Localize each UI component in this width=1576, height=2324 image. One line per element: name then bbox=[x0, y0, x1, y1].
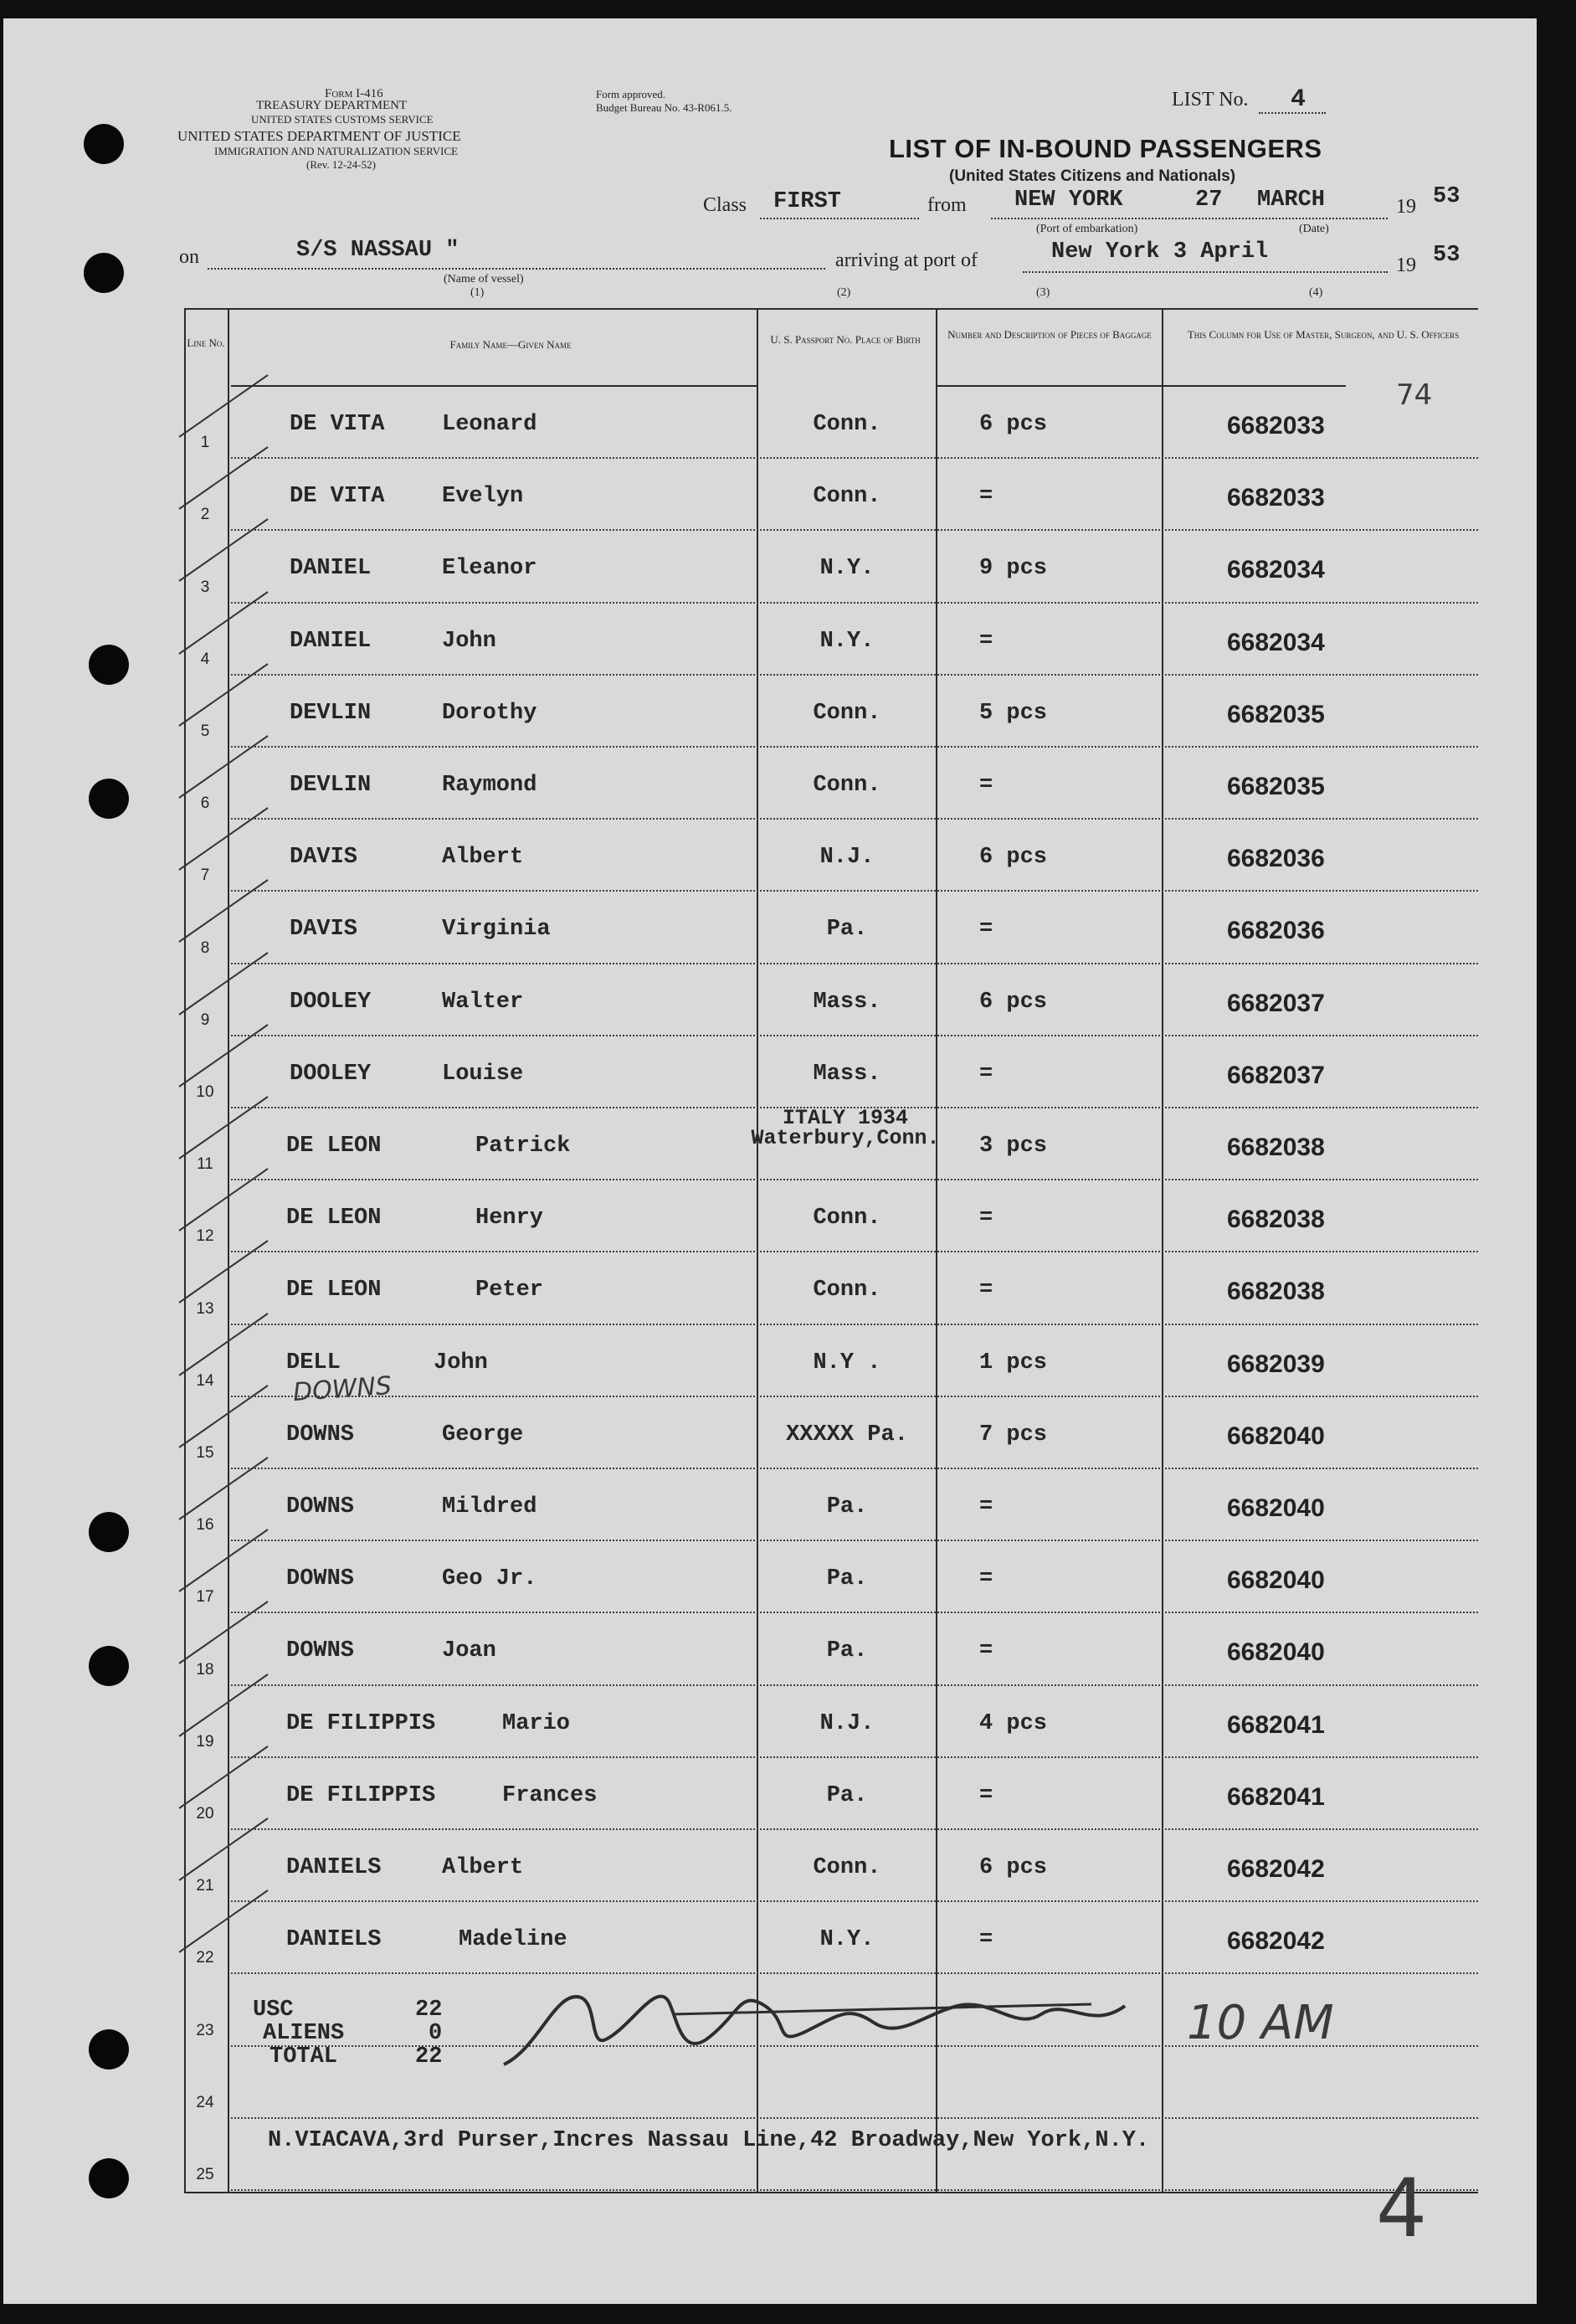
table-row bbox=[184, 1541, 1478, 1613]
table-row bbox=[184, 531, 1478, 603]
line-number: 17 bbox=[196, 1588, 214, 1607]
table-row bbox=[184, 459, 1478, 531]
customs-service: UNITED STATES CUSTOMS SERVICE bbox=[251, 113, 434, 126]
class-value: FIRST bbox=[773, 189, 842, 214]
usc-label: USC bbox=[253, 1998, 294, 2023]
given-name: Geo Jr. bbox=[442, 1566, 537, 1592]
place-of-birth: Conn. bbox=[813, 1278, 881, 1303]
total-label: TOTAL bbox=[270, 2044, 338, 2069]
table-row bbox=[184, 892, 1478, 964]
port-of-embarkation: NEW YORK bbox=[1014, 188, 1123, 213]
family-name: DOWNS bbox=[286, 1422, 355, 1447]
table-row bbox=[184, 387, 1478, 459]
given-name: Mildred bbox=[442, 1494, 537, 1519]
given-name: Henry bbox=[475, 1206, 544, 1231]
officer-number: 6682041 bbox=[1227, 1782, 1325, 1811]
line-number: 9 bbox=[200, 1010, 210, 1029]
check-mark-icon bbox=[176, 1452, 276, 1528]
baggage-count: = bbox=[979, 628, 993, 654]
line-number: 19 bbox=[196, 1732, 214, 1751]
given-name: Peter bbox=[475, 1278, 544, 1303]
table-row bbox=[184, 1686, 1478, 1758]
page-subtitle: (United States Citizens and Nationals) bbox=[949, 167, 1236, 185]
place-of-birth: Pa. bbox=[826, 1566, 868, 1592]
given-name: Virginia bbox=[442, 917, 551, 943]
form-number: Form I-416 bbox=[325, 87, 383, 100]
table-row bbox=[184, 1830, 1478, 1902]
check-mark-icon bbox=[176, 1236, 276, 1311]
baggage-count: = bbox=[979, 917, 993, 943]
place-of-birth: Mass. bbox=[813, 989, 881, 1015]
place-of-birth: Pa. bbox=[826, 917, 868, 943]
aliens-count: 0 bbox=[429, 2021, 443, 2046]
embark-day: 27 bbox=[1195, 188, 1223, 213]
check-mark-icon bbox=[176, 1885, 276, 1961]
baggage-count: = bbox=[979, 484, 993, 510]
handwritten-correction: DOWNS bbox=[291, 1370, 393, 1408]
family-name: DOWNS bbox=[286, 1494, 355, 1519]
page-mark: 4 bbox=[1376, 2162, 1428, 2255]
check-mark-icon bbox=[176, 514, 276, 589]
line-number: 12 bbox=[196, 1227, 214, 1246]
place-of-birth: Mass. bbox=[813, 1061, 881, 1087]
binder-hole bbox=[89, 645, 129, 685]
purser-line: N.VIACAVA,3rd Purser,Incres Nassau Line,42 Broadway,New York,N.Y. bbox=[268, 2128, 1150, 2153]
officer-number: 6682035 bbox=[1227, 773, 1325, 800]
place-of-birth: Conn. bbox=[813, 1855, 881, 1880]
officer-number: 6682040 bbox=[1227, 1422, 1325, 1450]
baggage-count: = bbox=[979, 773, 993, 798]
check-mark-icon bbox=[176, 731, 276, 806]
officer-number: 6682040 bbox=[1227, 1494, 1325, 1522]
baggage-count: 1 pcs bbox=[979, 1350, 1048, 1375]
table-row bbox=[184, 1397, 1478, 1469]
place-of-birth: N.Y . bbox=[813, 1350, 881, 1375]
officers-header: This Column for Use of Master, Surgeon, and U. S. Officers bbox=[1187, 328, 1460, 341]
place-of-birth: Conn. bbox=[813, 484, 881, 510]
table-row bbox=[184, 820, 1478, 892]
family-name: DE FILIPPIS bbox=[286, 1782, 436, 1808]
officer-number: 6682040 bbox=[1227, 1638, 1325, 1667]
place-of-birth: Pa. bbox=[826, 1638, 868, 1664]
family-name: DE VITA bbox=[290, 412, 385, 437]
justice-department: UNITED STATES DEPARTMENT OF JUSTICE bbox=[177, 128, 461, 144]
manifest-page bbox=[3, 18, 1537, 2304]
binder-hole bbox=[84, 253, 124, 293]
line-number: 6 bbox=[200, 794, 210, 813]
family-name: DOWNS bbox=[286, 1566, 355, 1592]
line-number: 13 bbox=[196, 1299, 214, 1318]
binder-hole bbox=[89, 779, 129, 819]
place-of-birth: N.Y. bbox=[819, 1927, 875, 1953]
check-mark-icon bbox=[176, 370, 276, 445]
name-header: Family Name—Given Name bbox=[449, 338, 572, 351]
arriving-label: arriving at port of bbox=[835, 249, 978, 271]
table-row bbox=[184, 1036, 1478, 1108]
baggage-count: 5 pcs bbox=[979, 700, 1048, 726]
place-of-birth: Conn. bbox=[813, 700, 881, 726]
ins-service: IMMIGRATION AND NATURALIZATION SERVICE bbox=[214, 145, 459, 157]
place-of-birth: Pa. bbox=[826, 1782, 868, 1808]
table-row bbox=[184, 1758, 1478, 1830]
line-number: 5 bbox=[200, 722, 210, 740]
page-title: LIST OF IN-BOUND PASSENGERS bbox=[889, 134, 1322, 163]
given-name: George bbox=[442, 1422, 524, 1447]
baggage-count: 9 pcs bbox=[979, 556, 1048, 582]
form-approved: Form approved. bbox=[596, 88, 666, 100]
check-mark-icon bbox=[176, 948, 276, 1023]
baggage-count: = bbox=[979, 1927, 993, 1953]
officer-number: 6682036 bbox=[1227, 845, 1325, 873]
place-of-birth: N.J. bbox=[819, 1710, 875, 1736]
vessel-name: S/S NASSAU " bbox=[296, 238, 459, 263]
officer-number: 6682036 bbox=[1227, 917, 1325, 945]
official-signature bbox=[489, 1956, 1158, 2090]
place-of-birth: N.J. bbox=[819, 845, 875, 871]
officer-number: 6682038 bbox=[1227, 1278, 1325, 1306]
line-no-header: Line No. bbox=[187, 337, 225, 349]
line-number: 21 bbox=[196, 1877, 214, 1895]
baggage-count: = bbox=[979, 1494, 993, 1519]
officer-number: 6682034 bbox=[1227, 628, 1325, 656]
baggage-count: = bbox=[979, 1782, 993, 1808]
baggage-count: 3 pcs bbox=[979, 1134, 1048, 1159]
line-number: 20 bbox=[196, 1804, 214, 1823]
given-name: Evelyn bbox=[442, 484, 524, 510]
officer-number: 6682042 bbox=[1227, 1855, 1325, 1883]
line-number: 25 bbox=[196, 2165, 214, 2183]
binder-hole bbox=[84, 124, 124, 164]
check-mark-icon bbox=[176, 587, 276, 662]
total-count: 22 bbox=[415, 2044, 443, 2069]
family-name: DE FILIPPIS bbox=[286, 1710, 436, 1736]
check-mark-icon bbox=[176, 803, 276, 878]
given-name: Albert bbox=[442, 1855, 524, 1880]
place-of-birth: Conn. bbox=[813, 1206, 881, 1231]
family-name: DAVIS bbox=[290, 845, 358, 871]
family-name: DANIEL bbox=[290, 628, 372, 654]
check-mark-icon bbox=[176, 1524, 276, 1600]
line-number: 15 bbox=[196, 1443, 214, 1462]
baggage-count: 6 pcs bbox=[979, 412, 1048, 437]
line-number: 2 bbox=[200, 506, 210, 524]
given-name: Frances bbox=[502, 1782, 598, 1808]
place-of-birth: XXXXX Pa. bbox=[786, 1422, 908, 1447]
table-row bbox=[184, 964, 1478, 1036]
binder-hole bbox=[89, 1512, 129, 1552]
family-name: DE VITA bbox=[290, 484, 385, 510]
treasury-department: TREASURY DEPARTMENT bbox=[256, 99, 408, 112]
check-mark-icon bbox=[176, 1813, 276, 1889]
baggage-count: 6 pcs bbox=[979, 989, 1048, 1015]
year-suffix: 53 bbox=[1433, 184, 1460, 209]
line-number: 1 bbox=[200, 434, 210, 452]
passport-header: U. S. Passport No. Place of Birth bbox=[770, 333, 921, 346]
family-name: DE LEON bbox=[286, 1278, 382, 1303]
given-name: Patrick bbox=[475, 1134, 571, 1159]
line-number: 11 bbox=[197, 1155, 213, 1174]
check-mark-icon bbox=[176, 1741, 276, 1817]
passenger-table bbox=[184, 308, 1478, 2193]
check-mark-icon bbox=[176, 1164, 276, 1239]
budget-bureau: Budget Bureau No. 43-R061.5. bbox=[596, 101, 732, 114]
line-number: 22 bbox=[196, 1949, 214, 1967]
given-name: Louise bbox=[442, 1061, 524, 1087]
family-name: DAVIS bbox=[290, 917, 358, 943]
check-mark-icon bbox=[176, 1020, 276, 1095]
embark-month: MARCH bbox=[1257, 188, 1326, 213]
from-label: from bbox=[927, 194, 967, 216]
officer-number: 6682034 bbox=[1227, 556, 1325, 584]
arrival-port-date: New York 3 April bbox=[1051, 239, 1269, 265]
signature-time: 10 AM bbox=[1187, 1996, 1334, 2050]
family-name: DANIEL bbox=[290, 556, 372, 582]
col-1-marker: (1) bbox=[470, 286, 485, 299]
officer-number: 6682039 bbox=[1227, 1350, 1325, 1378]
baggage-header: Number and Description of Pieces of Baggage bbox=[947, 328, 1152, 341]
family-name: DOWNS bbox=[286, 1638, 355, 1664]
check-mark-icon bbox=[176, 1092, 276, 1167]
check-mark-icon bbox=[176, 442, 276, 517]
row-divider bbox=[231, 2189, 1478, 2191]
table-row bbox=[184, 1108, 1478, 1180]
list-number-label: LIST No. bbox=[1172, 89, 1249, 111]
baggage-count: 6 pcs bbox=[979, 1855, 1048, 1880]
given-name: Leonard bbox=[442, 412, 537, 437]
aliens-label: ALIENS bbox=[263, 2021, 345, 2046]
officer-number: 6682038 bbox=[1227, 1134, 1325, 1161]
line-number: 4 bbox=[200, 650, 210, 668]
given-name: Dorothy bbox=[442, 700, 537, 726]
binder-hole bbox=[89, 2029, 129, 2069]
baggage-count: = bbox=[979, 1638, 993, 1664]
family-name: DEVLIN bbox=[290, 700, 372, 726]
given-name: Mario bbox=[502, 1710, 571, 1736]
officer-number: 6682038 bbox=[1227, 1206, 1325, 1234]
officer-number: 6682040 bbox=[1227, 1566, 1325, 1595]
table-row bbox=[184, 748, 1478, 820]
given-name: Raymond bbox=[442, 773, 537, 798]
line-number: 14 bbox=[196, 1371, 214, 1390]
line-number: 24 bbox=[196, 2093, 214, 2111]
given-name: Eleanor bbox=[442, 556, 537, 582]
list-number: 4 bbox=[1291, 85, 1306, 114]
family-name: DE LEON bbox=[286, 1206, 382, 1231]
check-mark-icon bbox=[176, 1309, 276, 1384]
vessel-caption: (Name of vessel) bbox=[444, 273, 524, 285]
line-number: 23 bbox=[196, 2021, 214, 2039]
officer-number: 6682037 bbox=[1227, 1061, 1325, 1089]
place-of-birth: N.Y. bbox=[819, 628, 875, 654]
line-number: 18 bbox=[196, 1660, 214, 1679]
officer-number: 6682042 bbox=[1227, 1927, 1325, 1956]
revision-date: (Rev. 12-24-52) bbox=[306, 158, 376, 171]
year-prefix: 19 bbox=[1396, 196, 1416, 218]
family-name: DANIELS bbox=[286, 1855, 382, 1880]
officer-number: 6682033 bbox=[1227, 484, 1325, 512]
baggage-count: 7 pcs bbox=[979, 1422, 1048, 1447]
given-name: Madeline bbox=[459, 1927, 567, 1953]
col-2-marker: (2) bbox=[837, 286, 851, 299]
family-name: DE LEON bbox=[286, 1134, 382, 1159]
officer-number: 6682041 bbox=[1227, 1710, 1325, 1739]
baggage-count: = bbox=[979, 1206, 993, 1231]
check-mark-icon bbox=[176, 1381, 276, 1456]
table-row bbox=[184, 604, 1478, 676]
class-label: Class bbox=[703, 194, 747, 216]
margin-note: 74 bbox=[1396, 378, 1433, 412]
place-of-birth: Pa. bbox=[826, 1494, 868, 1519]
line-number: 7 bbox=[200, 866, 210, 885]
line-number: 8 bbox=[200, 938, 210, 957]
table-row bbox=[184, 1613, 1478, 1685]
line-number: 3 bbox=[200, 578, 210, 596]
given-name: Joan bbox=[442, 1638, 496, 1664]
family-name: DOOLEY bbox=[290, 1061, 372, 1087]
officer-number: 6682037 bbox=[1227, 989, 1325, 1017]
table-row bbox=[184, 1469, 1478, 1541]
binder-hole bbox=[89, 1646, 129, 1686]
table-row bbox=[184, 1180, 1478, 1252]
baggage-count: = bbox=[979, 1566, 993, 1592]
given-name: John bbox=[434, 1350, 488, 1375]
place-of-birth: Conn. bbox=[813, 773, 881, 798]
on-label: on bbox=[179, 246, 199, 268]
date-caption: (Date) bbox=[1299, 223, 1329, 235]
arrival-year-suffix: 53 bbox=[1433, 243, 1460, 268]
table-row bbox=[184, 676, 1478, 748]
port-caption: (Port of embarkation) bbox=[1036, 223, 1138, 235]
officer-number: 6682035 bbox=[1227, 700, 1325, 728]
arrival-year-prefix: 19 bbox=[1396, 255, 1416, 276]
check-mark-icon bbox=[176, 1596, 276, 1672]
usc-count: 22 bbox=[415, 1998, 443, 2023]
given-name: Albert bbox=[442, 845, 524, 871]
line-number: 16 bbox=[196, 1516, 214, 1535]
family-name: DELL bbox=[286, 1350, 341, 1375]
col-3-marker: (3) bbox=[1036, 286, 1050, 299]
family-name: DOOLEY bbox=[290, 989, 372, 1015]
baggage-count: 4 pcs bbox=[979, 1710, 1048, 1736]
baggage-count: = bbox=[979, 1061, 993, 1087]
baggage-count: 6 pcs bbox=[979, 845, 1048, 871]
given-name: John bbox=[442, 628, 496, 654]
binder-hole bbox=[89, 2158, 129, 2198]
place-of-birth: ITALY 1934 Waterbury,Conn. bbox=[751, 1106, 940, 1150]
family-name: DANIELS bbox=[286, 1927, 382, 1953]
family-name: DEVLIN bbox=[290, 773, 372, 798]
check-mark-icon bbox=[176, 659, 276, 734]
place-of-birth: Conn. bbox=[813, 412, 881, 437]
baggage-count: = bbox=[979, 1278, 993, 1303]
officer-number: 6682033 bbox=[1227, 412, 1325, 440]
check-mark-icon bbox=[176, 875, 276, 950]
check-mark-icon bbox=[176, 1669, 276, 1745]
given-name: Walter bbox=[442, 989, 524, 1015]
line-number: 10 bbox=[196, 1082, 214, 1101]
place-of-birth: N.Y. bbox=[819, 556, 875, 582]
table-row bbox=[184, 1252, 1478, 1324]
col-4-marker: (4) bbox=[1309, 286, 1323, 299]
